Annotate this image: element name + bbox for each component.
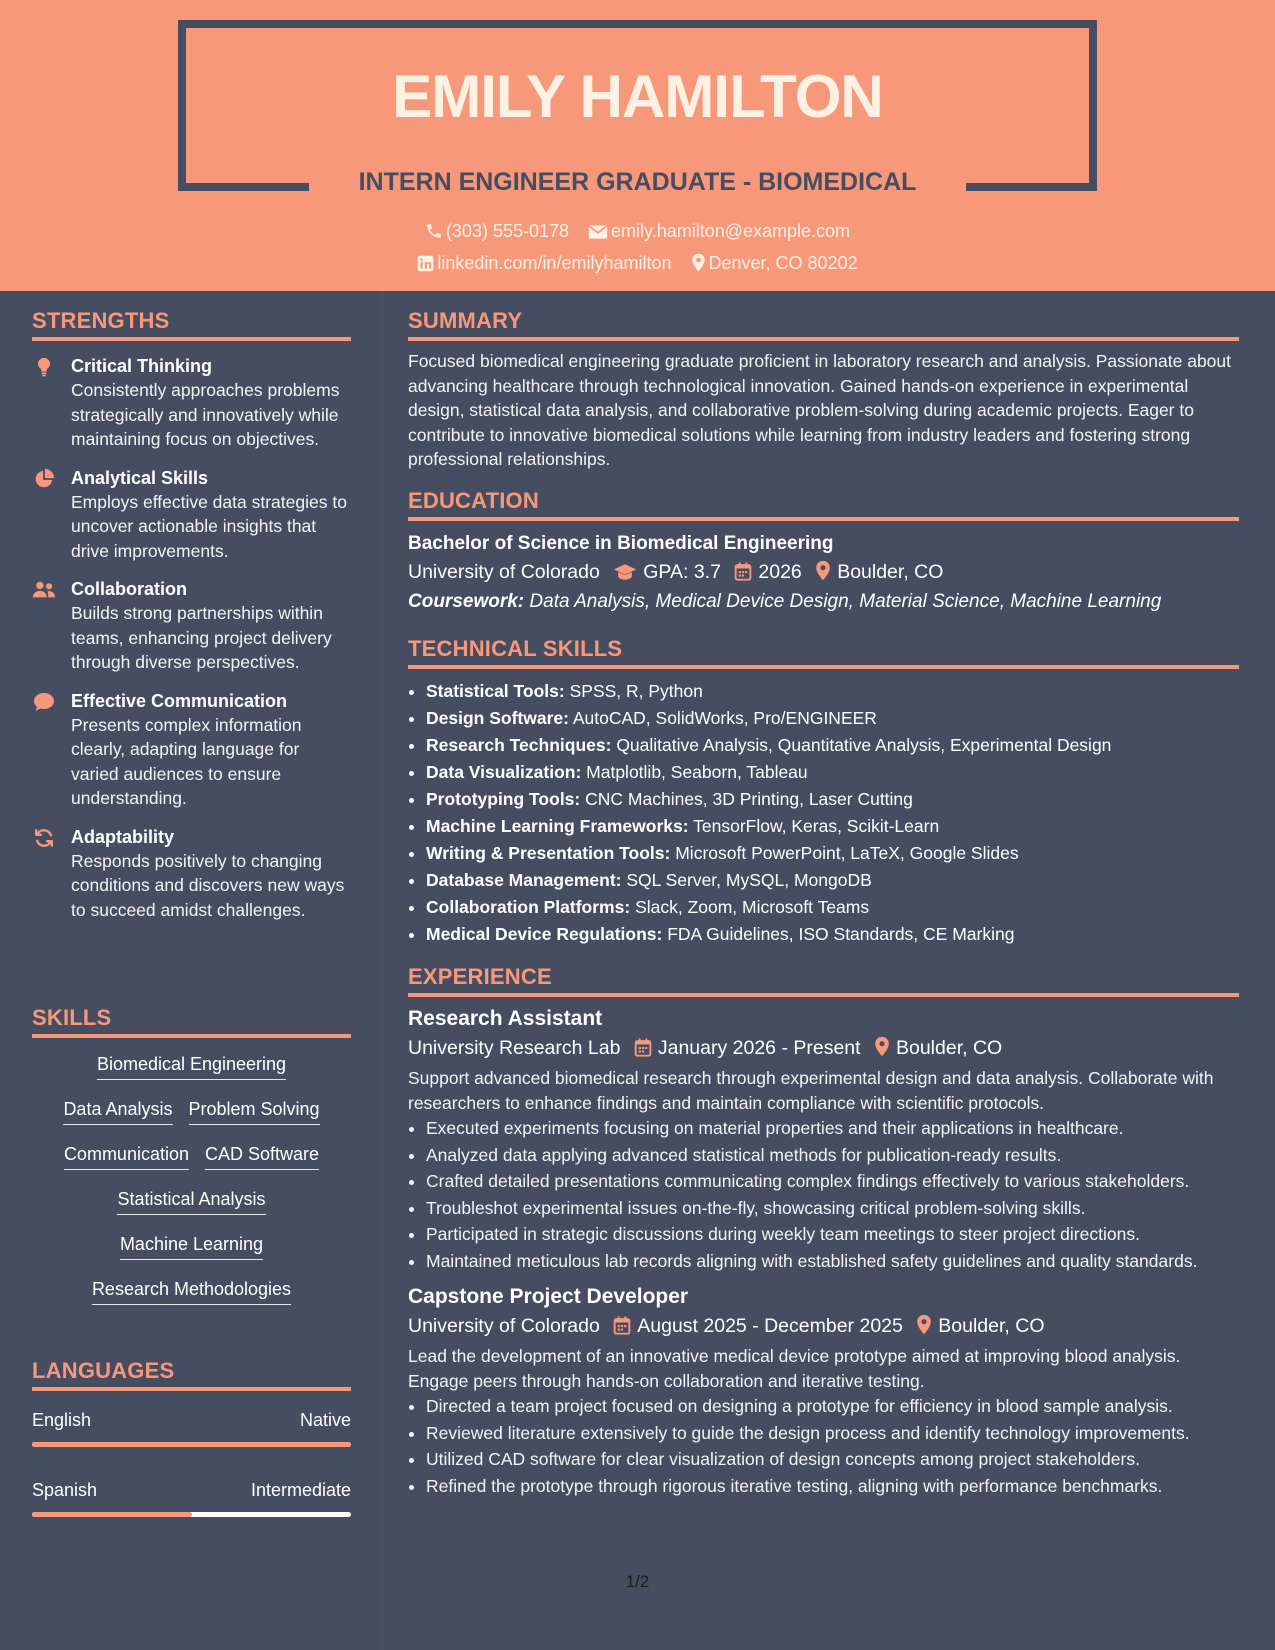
list-item: • Utilized CAD software for clear visualization of design concepts among project stakeholders. — [426, 1447, 1239, 1472]
skill-value: Matplotlib, Seaborn, Tableau — [586, 762, 808, 782]
job-bullets — [408, 1394, 1239, 1498]
skill-row — [32, 1095, 351, 1140]
technical-skills-title: TECHNICAL SKILLS — [408, 636, 1239, 669]
skill-chip: Problem Solving — [189, 1095, 320, 1125]
left-column — [32, 291, 351, 1650]
skill-label: Database Management: — [426, 870, 622, 890]
skills-title: SKILLS — [32, 1005, 351, 1038]
strength-desc: Builds strong partnerships within teams, enhancing project delivery through diverse perspectives. — [71, 603, 332, 672]
experience-title: EXPERIENCE — [408, 964, 1239, 997]
coursework-line — [408, 587, 1239, 617]
users-icon — [32, 579, 56, 601]
lightbulb-icon — [32, 356, 56, 378]
coursework-label: Coursework: — [408, 591, 525, 612]
language-level: Intermediate — [250, 1480, 351, 1500]
skill-row — [32, 1050, 351, 1095]
skill-value: Qualitative Analysis, Quantitative Analysis, Experimental Design — [616, 735, 1112, 755]
list-item — [426, 921, 1239, 948]
list-item: • Executed experiments focusing on material properties and their applications in healthcare. — [426, 1116, 1239, 1141]
skill-value: Slack, Zoom, Microsoft Teams — [635, 897, 870, 917]
language-bar-fill — [32, 1512, 192, 1517]
skill-label: Writing & Presentation Tools: — [426, 843, 671, 863]
education-title: EDUCATION — [408, 488, 1239, 521]
strength-item — [32, 577, 351, 675]
skill-chip: Data Analysis — [63, 1095, 172, 1125]
languages-section — [32, 1358, 351, 1531]
calendar-icon — [613, 1316, 631, 1335]
skill-chip: CAD Software — [205, 1140, 319, 1170]
skill-label: Design Software: — [426, 708, 569, 728]
skill-chip: Machine Learning — [120, 1230, 263, 1260]
skill-chips — [32, 1050, 351, 1320]
calendar-icon — [634, 1038, 652, 1057]
contact-email[interactable] — [588, 221, 850, 242]
contact-row-1 — [0, 221, 1275, 242]
strength-desc: Consistently approaches problems strategically and innovatively while maintaining focus on objectives. — [71, 380, 340, 449]
list-item: • Crafted detailed presentations communicating complex findings effectively to various stakeholders. — [426, 1169, 1239, 1194]
summary-section — [408, 308, 1239, 472]
candidate-name: EMILY HAMILTON — [392, 63, 883, 130]
skill-row — [32, 1230, 351, 1275]
list-item — [426, 867, 1239, 894]
list-item — [426, 813, 1239, 840]
skill-label: Machine Learning Frameworks: — [426, 816, 689, 836]
strengths-section — [32, 308, 351, 922]
speech-bubble-icon — [32, 691, 56, 713]
skill-value: TensorFlow, Keras, Scikit-Learn — [693, 816, 940, 836]
job-title: Capstone Project Developer — [408, 1285, 689, 1308]
language-name: Spanish — [32, 1480, 98, 1500]
skill-chip: Communication — [64, 1140, 189, 1170]
job-location-item — [874, 1033, 1002, 1063]
technical-skills-list — [408, 678, 1239, 948]
job-location: Boulder, CO — [895, 1037, 1003, 1059]
year-text: 2026 — [758, 561, 802, 583]
list-item — [426, 759, 1239, 786]
list-item: • Participated in strategic discussions during weekly team meetings to steer project directions. — [426, 1222, 1239, 1247]
job-summary: Lead the development of an innovative medical device prototype aimed at improving blood analysis. Engage peers through hands-on collaboration and iterative testing. — [408, 1346, 1181, 1391]
degree-name: Bachelor of Science in Biomedical Engineering — [408, 533, 834, 554]
language-item — [32, 1479, 351, 1531]
strength-item — [32, 689, 351, 811]
graduation-cap-icon — [613, 563, 637, 581]
map-pin-icon — [874, 1036, 890, 1057]
phone-text: (303) 555-0178 — [445, 221, 570, 241]
list-item — [426, 678, 1239, 705]
job-meta — [408, 1033, 1239, 1063]
education-meta — [408, 557, 1239, 587]
location-text: Denver, CO 80202 — [708, 253, 858, 273]
strength-title: Collaboration — [71, 579, 187, 599]
language-bar — [32, 1442, 351, 1447]
skill-row — [32, 1185, 351, 1230]
email-text: emily.hamilton@example.com — [611, 221, 851, 241]
candidate-role: INTERN ENGINEER GRADUATE - BIOMEDICAL — [358, 168, 917, 196]
skill-row — [32, 1275, 351, 1320]
skill-label: Research Techniques: — [426, 735, 612, 755]
skill-label: Medical Device Regulations: — [426, 924, 663, 944]
skill-value: FDA Guidelines, ISO Standards, CE Marking — [667, 924, 1015, 944]
job-title: Research Assistant — [408, 1007, 603, 1030]
skill-label: Data Visualization: — [426, 762, 582, 782]
page-number: 1/2 — [625, 1572, 650, 1591]
contact-linkedin[interactable] — [417, 253, 671, 274]
job-entry — [408, 1005, 1239, 1273]
pie-chart-icon — [32, 468, 56, 490]
coursework-text: Data Analysis, Medical Device Design, Material Science, Machine Learning — [529, 591, 1162, 612]
language-level: Native — [299, 1410, 351, 1430]
skill-value: CNC Machines, 3D Printing, Laser Cutting — [585, 789, 913, 809]
calendar-icon — [734, 562, 752, 581]
strength-item — [32, 354, 351, 452]
language-name: English — [32, 1410, 92, 1430]
right-column — [408, 291, 1239, 1650]
job-bullets — [408, 1116, 1239, 1273]
job-dates-item — [634, 1033, 861, 1063]
strength-desc: Responds positively to changing conditions and discovers new ways to succeed amidst challenges. — [71, 850, 345, 920]
skills-section — [32, 1005, 351, 1320]
list-item: • Analyzed data applying advanced statistical methods for publication-ready results. — [426, 1143, 1239, 1168]
language-bar-fill — [32, 1442, 351, 1447]
language-item — [32, 1409, 351, 1461]
skill-label: Prototyping Tools: — [426, 789, 581, 809]
strength-title: Analytical Skills — [71, 467, 209, 488]
contact-phone[interactable] — [425, 221, 569, 242]
skill-value: AutoCAD, SolidWorks, Pro/ENGINEER — [572, 708, 877, 728]
technical-skills-section — [408, 636, 1239, 948]
job-org: University Research Lab — [408, 1037, 621, 1059]
strength-desc: Presents complex information clearly, adapting language for varied audiences to ensure understanding. — [71, 714, 302, 808]
list-item: • Troubleshot experimental issues on-the-fly, showcasing critical problem-solving skills. — [426, 1196, 1239, 1221]
map-pin-icon — [815, 560, 831, 581]
strength-title: Adaptability — [71, 826, 175, 847]
languages-title: LANGUAGES — [32, 1358, 351, 1391]
school-name: University of Colorado — [408, 561, 600, 583]
skill-label: Collaboration Platforms: — [426, 897, 631, 917]
experience-section — [408, 964, 1239, 1500]
strengths-title: STRENGTHS — [32, 308, 351, 341]
list-item: • Directed a team project focused on designing a prototype for efficiency in blood sample analysis. — [426, 1394, 1239, 1419]
envelope-icon — [588, 224, 608, 240]
map-pin-icon — [691, 253, 706, 272]
linkedin-text: linkedin.com/in/emilyhamilton — [437, 253, 672, 273]
linkedin-icon — [417, 255, 434, 272]
summary-text: Focused biomedical engineering graduate proficient in laboratory research and analysis. Passionate about advancing healthcare through technological innovation. Gained hands-on experience in experimental design, statistical data analysis, and collaborative problem-solving during academic projects. Eager to contribute to innovative biomedical solutions while learning from industry leaders and fostering strong professional relationships. — [408, 351, 1232, 469]
skill-row — [32, 1140, 351, 1185]
job-org: University of Colorado — [408, 1315, 600, 1337]
edu-location-text: Boulder, CO — [837, 561, 944, 583]
strength-item — [32, 466, 351, 564]
job-dates: January 2026 - Present — [657, 1037, 861, 1059]
skill-value: Microsoft PowerPoint, LaTeX, Google Slides — [675, 843, 1019, 863]
skill-value: SQL Server, MySQL, MongoDB — [626, 870, 872, 890]
column-divider — [382, 291, 383, 1650]
list-item — [426, 705, 1239, 732]
year-item — [734, 557, 801, 587]
skill-chip: Research Methodologies — [92, 1275, 291, 1305]
strength-desc: Employs effective data strategies to uncover actionable insights that drive improvements. — [71, 491, 347, 561]
list-item — [426, 840, 1239, 867]
skill-label: Statistical Tools: — [426, 681, 565, 701]
gpa-text: GPA: 3.7 — [643, 561, 721, 583]
list-item: • Reviewed literature extensively to guide the design process and identify technology improvements. — [426, 1421, 1239, 1446]
list-item — [426, 732, 1239, 759]
strength-item — [32, 825, 351, 923]
job-entry — [408, 1283, 1239, 1498]
edu-location-item — [815, 557, 943, 587]
skill-chip: Biomedical Engineering — [97, 1050, 286, 1080]
skill-chip: Statistical Analysis — [117, 1185, 265, 1215]
summary-title: SUMMARY — [408, 308, 1239, 341]
job-dates: August 2025 - December 2025 — [637, 1315, 903, 1337]
phone-icon — [425, 222, 443, 240]
resume-header — [0, 0, 1275, 291]
contact-row-2 — [0, 253, 1275, 274]
language-bar — [32, 1512, 351, 1517]
job-location-item — [916, 1311, 1044, 1341]
job-meta — [408, 1311, 1239, 1341]
job-dates-item — [613, 1311, 903, 1341]
strength-title: Critical Thinking — [71, 356, 213, 376]
job-summary: Support advanced biomedical research through experimental design and data analysis. Collaborate with researchers to enhance findings and maintain compliance with scientific protocols. — [408, 1068, 1214, 1113]
strength-title: Effective Communication — [71, 690, 288, 711]
education-section — [408, 488, 1239, 617]
gpa-item — [613, 557, 721, 587]
contact-location — [691, 253, 858, 274]
skill-value: SPSS, R, Python — [569, 681, 703, 701]
map-pin-icon — [916, 1314, 932, 1335]
list-item: • Maintained meticulous lab records aligning with established safety guidelines and quality standards. — [426, 1249, 1239, 1274]
sync-icon — [32, 827, 56, 849]
list-item — [426, 894, 1239, 921]
list-item — [426, 786, 1239, 813]
list-item: • Refined the prototype through rigorous iterative testing, aligning with performance benchmarks. — [426, 1474, 1239, 1499]
job-location: Boulder, CO — [938, 1315, 1045, 1337]
